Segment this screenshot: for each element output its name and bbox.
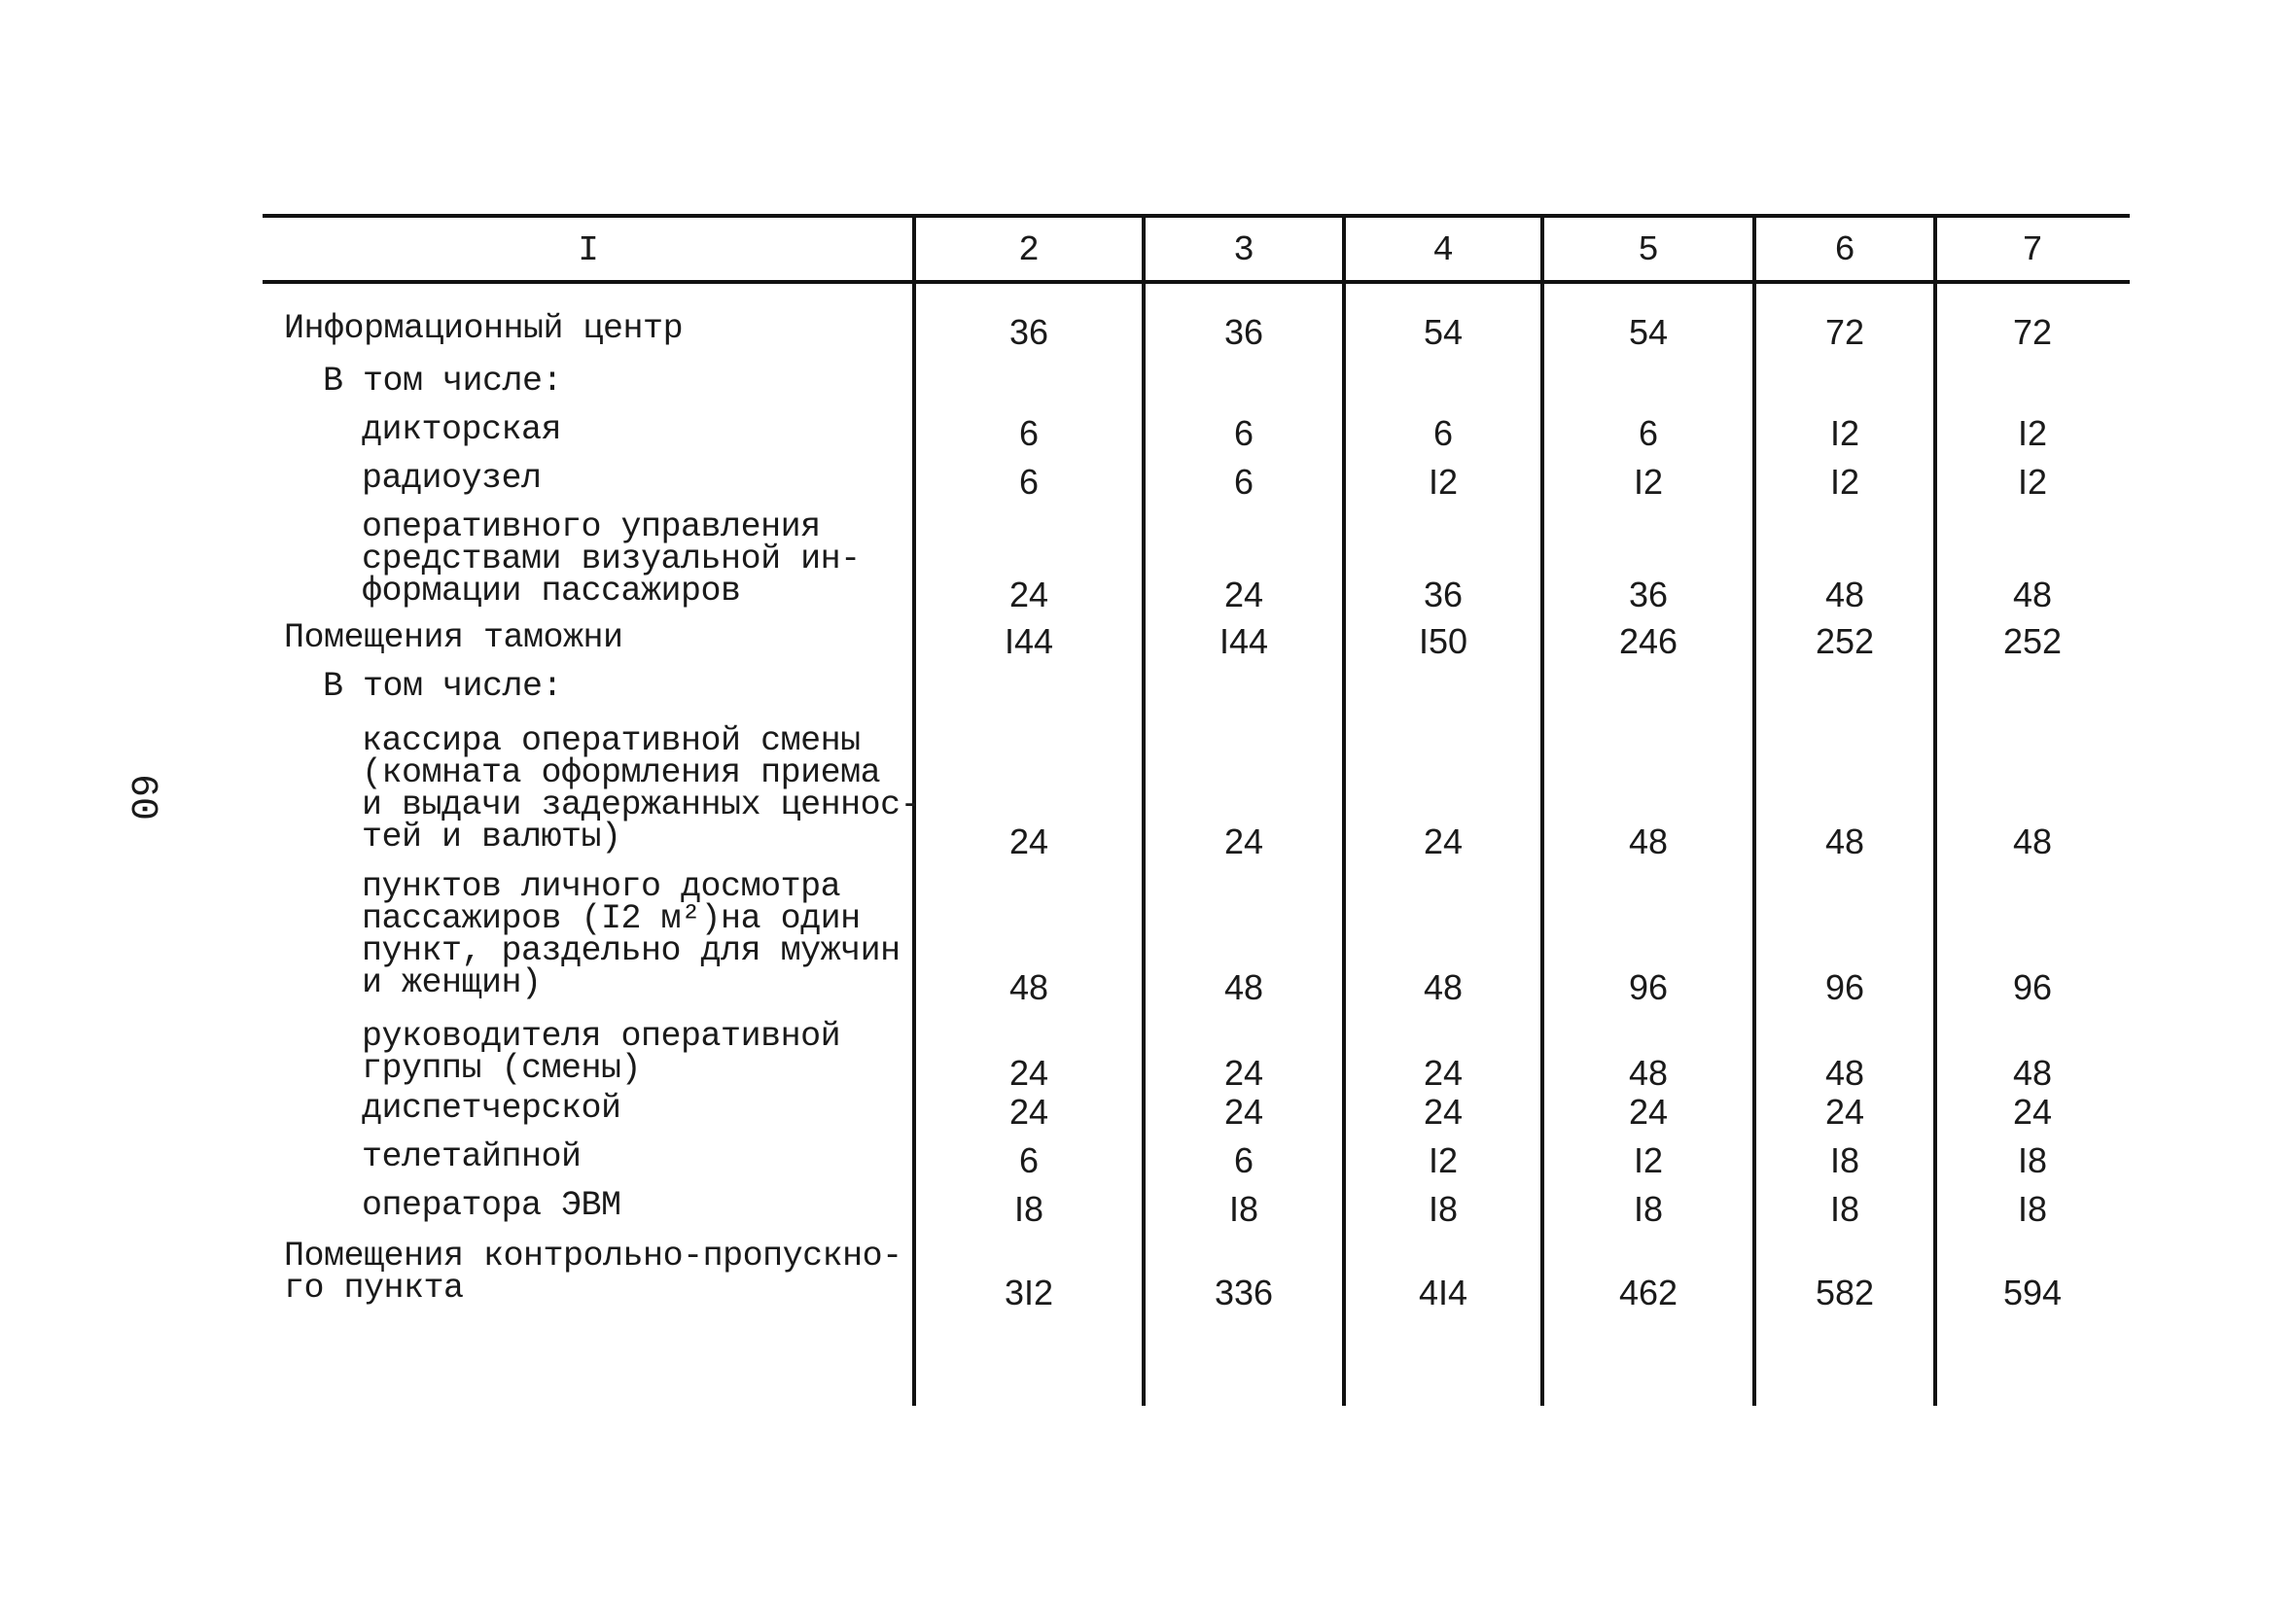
row-label: оператора ЭВМ (362, 1186, 621, 1225)
cell-value: 72 (2012, 312, 2053, 352)
row-label: телетайпной (362, 1137, 582, 1176)
cell-value: 6 (1018, 1140, 1040, 1180)
cell-value: I8 (1829, 1189, 1860, 1229)
cell-value: I8 (1228, 1189, 1259, 1229)
table-row (263, 618, 2130, 661)
table-row (263, 362, 2130, 404)
cell-value: 54 (1628, 312, 1669, 352)
cell-value: 336 (1214, 1273, 1274, 1312)
row-label: оперативного управления средствами визуальной ин- формации пассажиров (362, 507, 861, 611)
cell-value: I2 (1633, 462, 1664, 502)
row-label: руководителя оперативной группы (смены) (362, 1017, 841, 1088)
column-header: 2 (1018, 230, 1040, 270)
table-row (263, 410, 2130, 453)
row-label: кассира оперативной смены (комната оформления приема и выдачи задержанных ценнос- тей и валюты) (362, 721, 921, 856)
cell-value: 36 (1423, 575, 1464, 614)
cell-value: I44 (1004, 621, 1054, 661)
cell-value: 3I2 (1004, 1273, 1054, 1312)
cell-value: 48 (2012, 1053, 2053, 1093)
cell-value: 594 (2002, 1273, 2063, 1312)
row-label: диспетчерской (362, 1089, 621, 1128)
cell-value: 54 (1423, 312, 1464, 352)
cell-value: I2 (1428, 462, 1459, 502)
cell-value: 24 (1223, 1053, 1264, 1093)
cell-value: 24 (1423, 1053, 1464, 1093)
cell-value: 24 (1008, 1053, 1049, 1093)
cell-value: 48 (1223, 967, 1264, 1007)
cell-value: 48 (1824, 821, 1865, 861)
cell-value: 6 (1638, 413, 1659, 453)
column-header: 3 (1233, 230, 1254, 270)
cell-value: 48 (1423, 967, 1464, 1007)
cell-value: I8 (1829, 1140, 1860, 1180)
cell-value: 246 (1618, 621, 1678, 661)
cell-value: 24 (1423, 1092, 1464, 1132)
cell-value: 36 (1628, 575, 1669, 614)
column-header: I (578, 230, 599, 270)
row-label: пунктов личного досмотра пассажиров (I2 м²)на один пункт, раздельно для мужчин и женщин) (362, 867, 901, 1002)
cell-value: 6 (1018, 462, 1040, 502)
cell-value: 4I4 (1418, 1273, 1468, 1312)
cell-value: 6 (1018, 413, 1040, 453)
cell-value: 48 (1628, 821, 1669, 861)
cell-value: I8 (2017, 1189, 2048, 1229)
table-row (263, 459, 2130, 502)
cell-value: I50 (1418, 621, 1468, 661)
cell-value: I8 (1633, 1189, 1664, 1229)
cell-value: 72 (1824, 312, 1865, 352)
cell-value: 6 (1233, 462, 1254, 502)
cell-value: 96 (1628, 967, 1669, 1007)
cell-value: 24 (1423, 821, 1464, 861)
row-label: радиоузел (362, 459, 542, 498)
cell-value: I44 (1219, 621, 1269, 661)
cell-value: 462 (1618, 1273, 1678, 1312)
cell-value: 24 (1223, 1092, 1264, 1132)
table-row (263, 1017, 2130, 1093)
cell-value: 96 (1824, 967, 1865, 1007)
cell-value: I8 (2017, 1140, 2048, 1180)
row-label: дикторская (362, 410, 562, 449)
table-row (263, 1186, 2130, 1229)
row-label: В том числе: (323, 362, 563, 401)
table-row (263, 721, 2130, 861)
cell-value: 252 (2002, 621, 2063, 661)
column-header: 7 (2022, 230, 2043, 270)
cell-value: I2 (2017, 462, 2048, 502)
cell-value: I8 (1013, 1189, 1044, 1229)
cell-value: 36 (1008, 312, 1049, 352)
table-row (263, 1137, 2130, 1180)
cell-value: I2 (1428, 1140, 1459, 1180)
row-label: Помещения контрольно-пропускно- го пункта (284, 1237, 902, 1308)
cell-value: 24 (2012, 1092, 2053, 1132)
cell-value: 48 (2012, 821, 2053, 861)
cell-value: 48 (2012, 575, 2053, 614)
cell-value: I2 (1829, 462, 1860, 502)
cell-value: 6 (1233, 413, 1254, 453)
cell-value: 24 (1008, 821, 1049, 861)
cell-value: 24 (1008, 575, 1049, 614)
column-header: 5 (1638, 230, 1659, 270)
cell-value: I2 (2017, 413, 2048, 453)
cell-value: 48 (1008, 967, 1049, 1007)
cell-value: 48 (1824, 575, 1865, 614)
table-row (263, 667, 2130, 710)
data-table (263, 214, 2130, 1406)
cell-value: 24 (1824, 1092, 1865, 1132)
cell-value: 24 (1223, 575, 1264, 614)
cell-value: I8 (1428, 1189, 1459, 1229)
table-row (263, 507, 2130, 614)
cell-value: 48 (1628, 1053, 1669, 1093)
cell-value: 24 (1223, 821, 1264, 861)
cell-value: 24 (1628, 1092, 1669, 1132)
page-number: 60 (120, 774, 163, 821)
cell-value: 96 (2012, 967, 2053, 1007)
cell-value: 6 (1432, 413, 1454, 453)
cell-value: 582 (1815, 1273, 1875, 1312)
header-bottom-rule (263, 280, 2130, 284)
cell-value: 48 (1824, 1053, 1865, 1093)
column-header: 6 (1834, 230, 1855, 270)
cell-value: 252 (1815, 621, 1875, 661)
cell-value: I2 (1633, 1140, 1664, 1180)
table-top-rule (263, 214, 2130, 218)
cell-value: 6 (1233, 1140, 1254, 1180)
table-row (263, 1089, 2130, 1132)
table-row (263, 867, 2130, 1007)
row-label: Информационный центр (284, 309, 684, 348)
table-row (263, 309, 2130, 352)
row-label: Помещения таможни (284, 618, 623, 657)
row-label: В том числе: (323, 667, 563, 706)
column-header: 4 (1432, 230, 1454, 270)
cell-value: 24 (1008, 1092, 1049, 1132)
cell-value: 36 (1223, 312, 1264, 352)
cell-value: I2 (1829, 413, 1860, 453)
table-row (263, 1237, 2130, 1312)
